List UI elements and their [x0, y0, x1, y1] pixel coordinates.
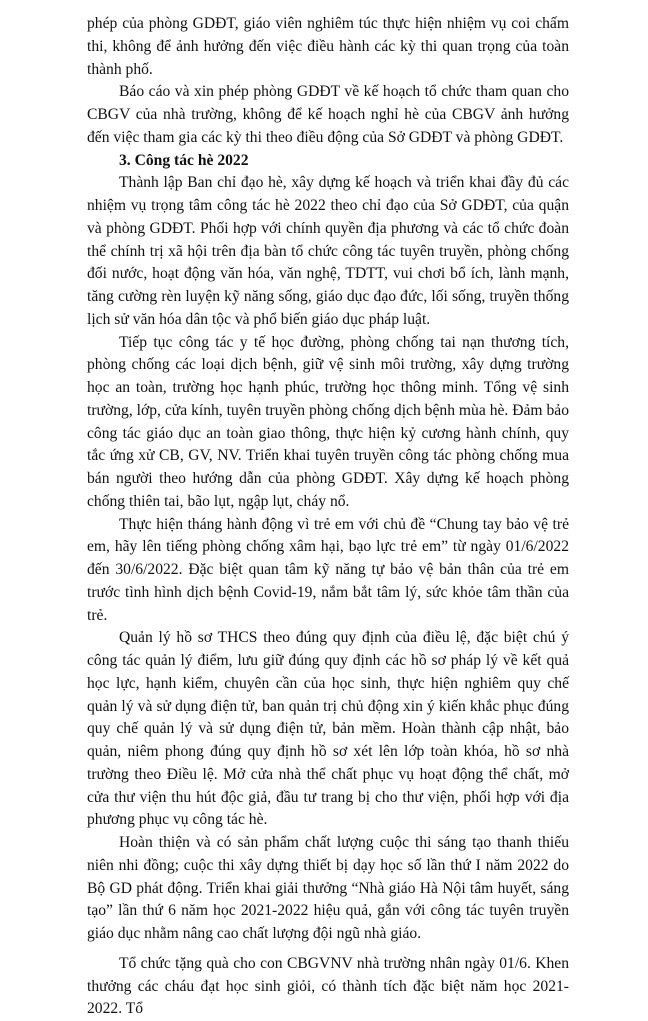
paragraph-records-management: Quản lý hồ sơ THCS theo đúng quy định của điều lệ, đặc biệt chú ý công tác quản lý điểm, lưu giữ đúng quy định các hồ sơ pháp lý về kết quả học lực, hạnh kiểm, chuyên cần của học sinh, thực hiện nghiêm quy chế quản lý và sử dụng điện tử, ban quản trị chủ động xin ý kiến khắc phục đúng quy chế quản lý và sử dụng điện tử, bản mềm. Hoàn thành cập nhật, bảo quản, niêm phong đúng quy định hồ sơ xét lên lớp toàn khóa, hồ sơ nhà trường theo Điều lệ. Mở cửa nhà thể chất phục vụ hoạt động thể chất, mở cửa thư viện thu hút độc giả, đầu tư trang bị cho thư viện, phối hợp với địa phương phục vụ công tác hè. — [87, 629, 569, 829]
paragraph-gifts-awards: Tổ chức tặng quà cho con CBGVNV nhà trường nhân ngày 01/6. Khen thưởng các cháu đạt học sinh giỏi, có thành tích đặc biệt năm học 2021-2022. Tổ — [87, 954, 569, 1018]
paragraph-summer-steering: Thành lập Ban chỉ đạo hè, xây dựng kế hoạch và triển khai đầy đủ các nhiệm vụ trọng tâm công tác hè 2022 theo chỉ đạo của Sở GDĐT, của quận và phòng GDĐT. Phối hợp với chính quyền địa phương và các tổ chức đoàn thể chính trị xã hội trên địa bàn tổ chức công tác tuyên truyền, phòng chống đối nước, hoạt động văn hóa, văn nghệ, TDTT, vui chơi bổ ích, lành mạnh, tăng cường rèn luyện kỹ năng sống, giáo dục đạo đức, lối sống, truyền thống lịch sử văn hóa dân tộc và phổ biến giáo dục pháp luật. — [87, 174, 569, 328]
paragraph-report-tour-plan: Báo cáo và xin phép phòng GDĐT về kế hoạch tổ chức tham quan cho CBGV của nhà trường, không để kế hoạch nghỉ hè của CBGV ảnh hưởng đến việc tham gia các kỳ thi theo điều động của Sở GDĐT và phòng GDĐT. — [87, 83, 569, 146]
paragraph-competitions: Hoàn thiện và có sản phẩm chất lượng cuộc thi sáng tạo thanh thiếu niên nhi đồng; cuộc thi xây dựng thiết bị dạy học số lần thứ I năm 2022 do Bộ GD phát động. Triển khai giải thưởng “Nhà giáo Hà Nội tâm huyết, sáng tạo” lần thứ 6 năm học 2021-2022 hiệu quả, gắn với công tác tuyên truyền giáo dục nhằm nâng cao chất lượng đội ngũ nhà giáo. — [87, 834, 569, 942]
paragraph-children-action-month: Thực hiện tháng hành động vì trẻ em với chủ đề “Chung tay bảo vệ trẻ em, hãy lên tiếng phòng chống xâm hại, bạo lực trẻ em” từ ngày 01/6/2022 đến 30/6/2022. Đặc biệt quan tâm kỹ năng tự bảo vệ bản thân của trẻ em trước tình hình dịch bệnh Covid-19, nắm bắt tâm lý, sức khỏe tâm thần của trẻ. — [87, 515, 569, 624]
paragraph-gap — [87, 946, 569, 953]
paragraph-school-health: Tiếp tục công tác y tế học đường, phòng chống tai nạn thương tích, phòng chống các loại dịch bệnh, giữ vệ sinh môi trường, xây dựng trường học an toàn, trường học hạnh phúc, trường học thông minh. Tổng vệ sinh trường, lớp, cửa kính, tuyên truyền phòng chống dịch bệnh mùa hè. Đảm bảo công tác giáo dục an toàn giao thông, thực hiện kỷ cương hành chính, quy tắc ứng xử CB, GV, NV. Triển khai tuyên truyền công tác phòng chống mua bán người theo hướng dẫn của phòng GDĐT. Xây dựng kế hoạch phòng chống thiên tai, bão lụt, ngập lụt, cháy nổ. — [87, 333, 569, 510]
section-heading: 3. Công tác hè 2022 — [119, 151, 249, 169]
document-body — [87, 13, 569, 1021]
paragraph-continued: phép của phòng GDĐT, giáo viên nghiêm túc thực hiện nhiệm vụ coi chấm thi, không để ảnh hưởng đến việc điều hành các kỳ thi quan trọng của toàn thành phố. — [87, 15, 569, 78]
